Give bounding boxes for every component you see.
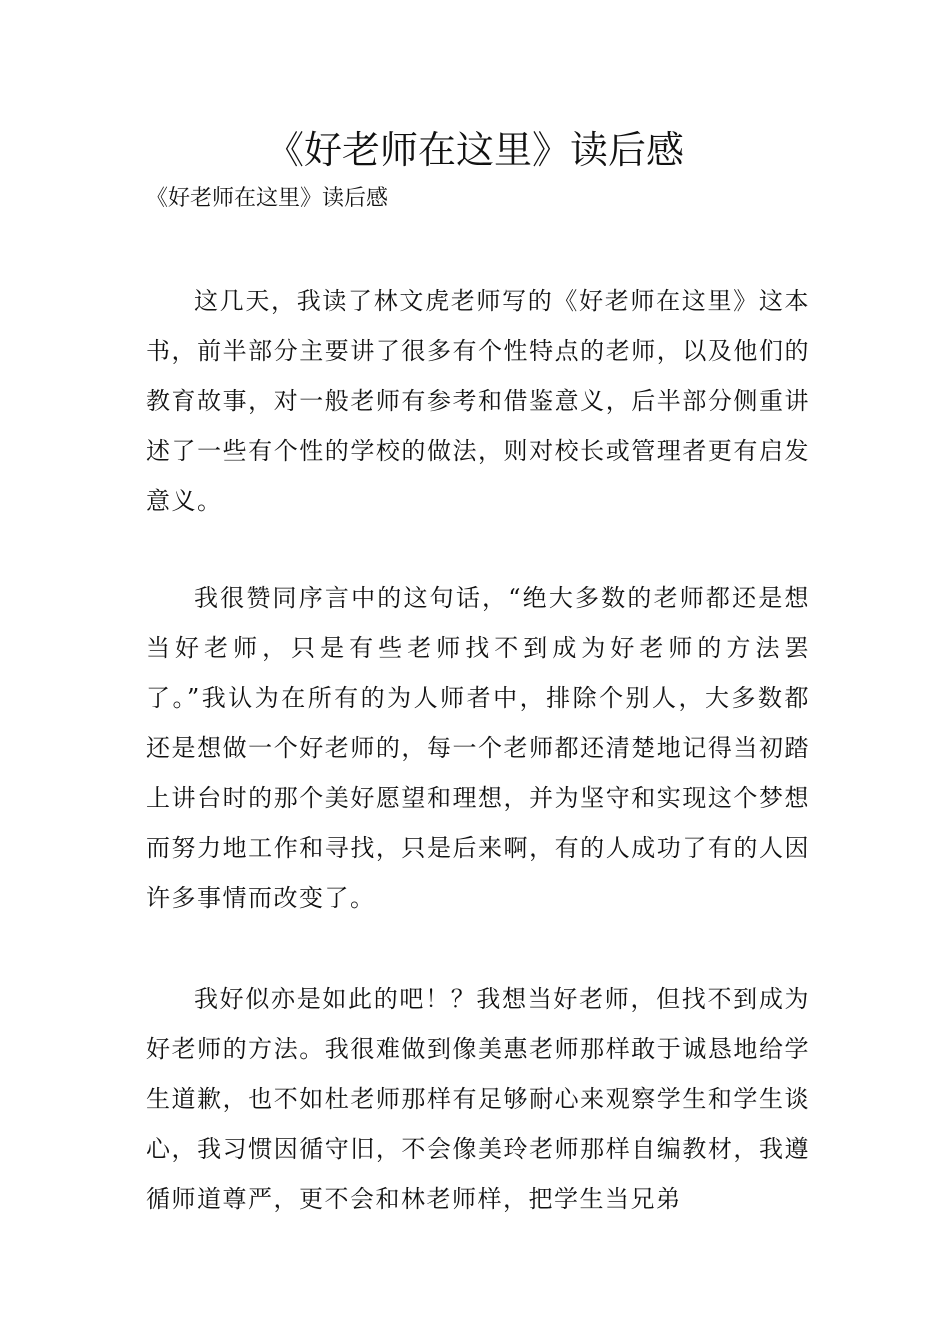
document-title: 《好老师在这里》读后感 xyxy=(265,128,684,172)
paragraph-1: 这几天，我读了林文虎老师写的《好老师在这里》这本书，前半部分主要讲了很多有个性特点的老师，以及他们的教育故事，对一般老师有参考和借鉴意义，后半部分侧重讲述了一些有个性的学校的做法，则对校长或管理者更有启发意义。 xyxy=(146,287,810,515)
document-subtitle: 《好老师在这里》读后感 xyxy=(146,186,389,211)
paragraph-3: 我好似亦是如此的吧！？我想当好老师，但找不到成为好老师的方法。我很难做到像美惠老师那样敢于诚恳地给学生道歉，也不如杜老师那样有足够耐心来观察学生和学生谈心，我习惯因循守旧，不会像美玲老师那样自编教材，我遵循师道尊严，更不会和林老师样，把学生当兄弟 xyxy=(146,985,810,1213)
paragraph-2: 我很赞同序言中的这句话，“绝大多数的老师都还是想当好老师，只是有些老师找不到成为好老师的方法罢了。”我认为在所有的为人师者中，排除个别人，大多数都还是想做一个好老师的，每一个老师都还清楚地记得当初踏上讲台时的那个美好愿望和理想，并为坚守和实现这个梦想而努力地工作和寻找，只是后来啊，有的人成功了有的人因许多事情而改变了。 xyxy=(146,584,810,912)
